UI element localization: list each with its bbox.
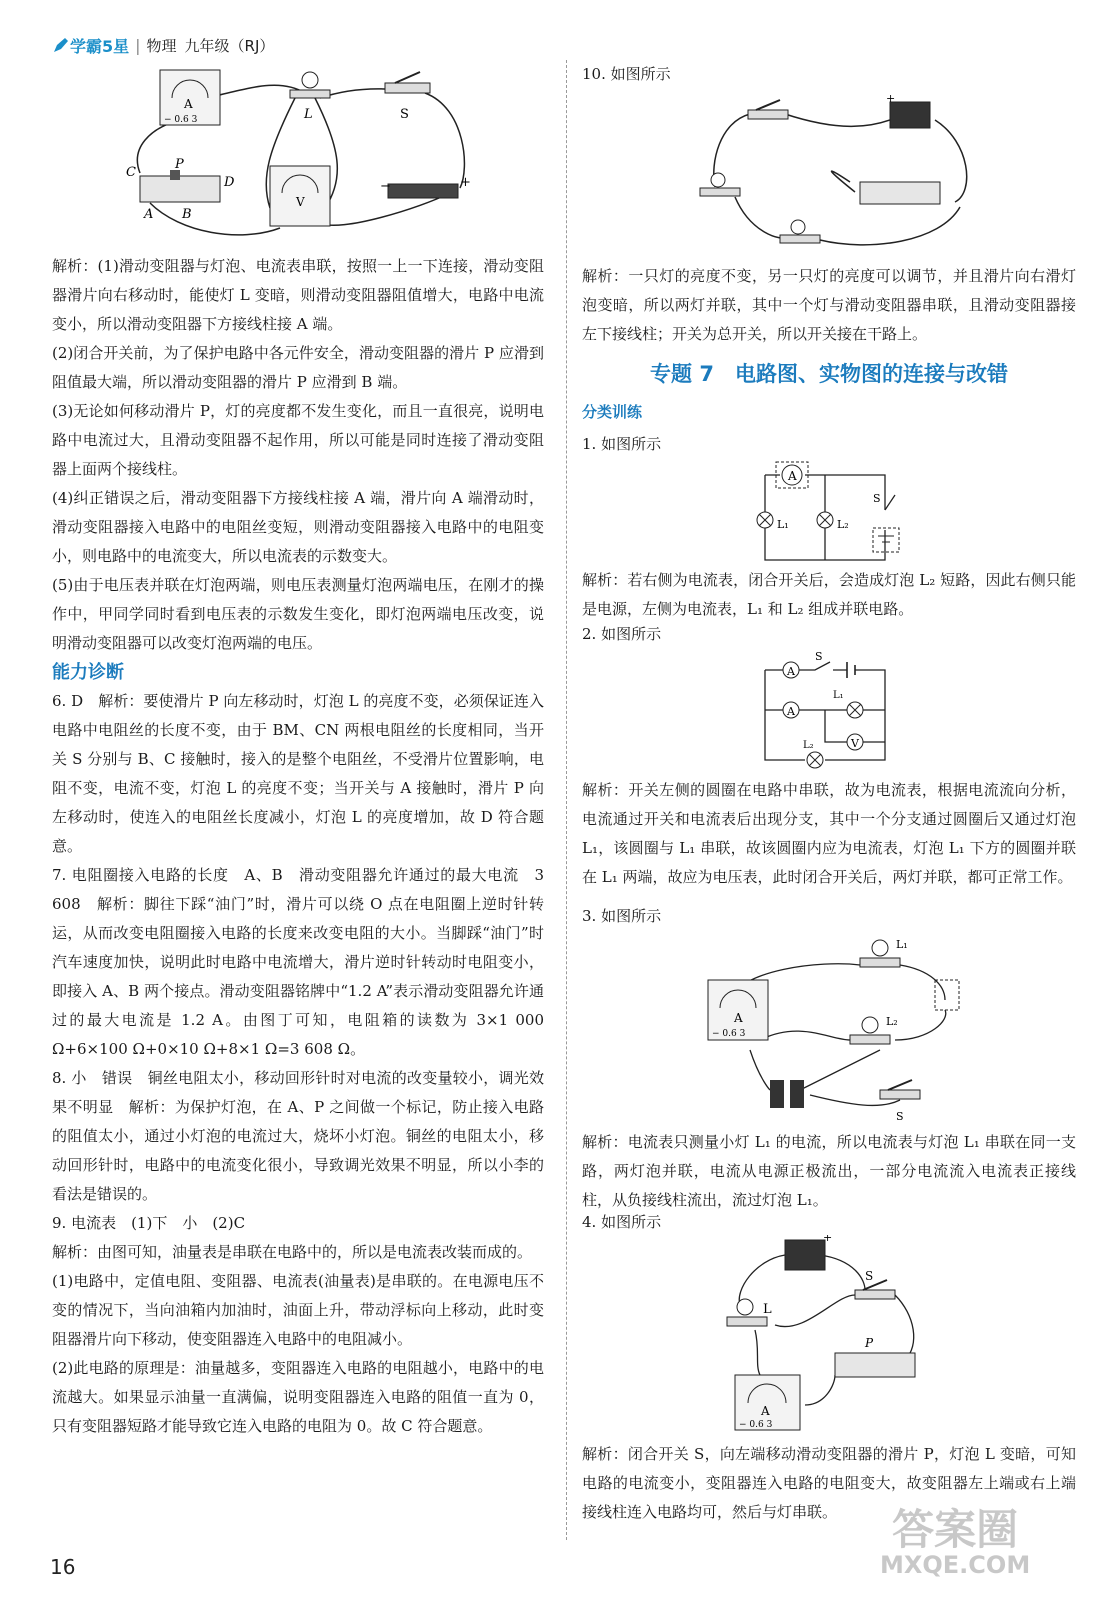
grade: 九年级（RJ） (184, 36, 275, 55)
rheostat (835, 1353, 915, 1377)
svg-text:+: + (886, 92, 896, 105)
answer-paragraph: 解析：一只灯的亮度不变，另一只灯的亮度可以调节，并且滑片向右滑灯泡变暗，所以两灯并联，其中一个灯与滑动变阻器串联，且滑动变阻器接左下接线柱；开关为总开关，所以开关接在干路上。 (582, 267, 1076, 343)
answer-q3: 解析：电流表只测量小灯 L₁ 的电流，所以电流表与灯泡 L₁ 串联在同一支路，两灯泡并联，电流从电源正极流出，一部分电流流入电流表正接线柱，从负接线柱流出，流过灯泡 L₁。 (582, 1133, 1076, 1209)
svg-text:L: L (304, 107, 313, 122)
pencil-icon (52, 36, 70, 54)
answer-paragraph: 解析：(1)滑动变阻器与灯泡、电流表串联，按照一上一下连接，滑动变阻器滑片向右移动时，能使灯 L 变暗，则滑动变阻器阻值增大，电路中电流变小，所以滑动变阻器下方接线柱接 A 端。 (52, 257, 544, 333)
figure-q10-circuit (690, 92, 980, 264)
svg-text:L₁: L₁ (777, 518, 789, 531)
question-3: 3. 如图所示 (582, 907, 662, 925)
svg-text:L₁: L₁ (896, 938, 908, 951)
section-heading: 能力诊断 (52, 662, 124, 683)
svg-text:− 0.6 3: − 0.6 3 (164, 115, 198, 125)
question-6: 6. D 解析：要使滑片 P 向左移动时，灯泡 L 的亮度不变，必须保证连入电路中电阻丝的长度不变，由于 BM、CN 两根电阻丝的长度相同，当开关 S 分别与 B、C 接触时，接入的是整个电阻丝，不受滑片位置影响，电阻不变，电流不变，灯泡 L 的亮度不变；当开关与 A 接触时，滑片 P 向左移动时，使连入的电阻丝长度减小，灯泡 L 的亮度增加，故 D 符合题意。 (52, 692, 544, 855)
answer-paragraph: (3)无论如何移动滑片 P，灯的亮度都不发生变化，而且一直很亮，说明电路中电流过大，且滑动变阻器不起作用，所以可能是同时连接了滑动变阻器上面两个接线柱。 (52, 402, 544, 478)
question-8: 8. 小 错误 铜丝电阻太小，移动回形针时对电流的改变量较小，调光效果不明显 解析：为保护灯泡，在 A、P 之间做一个标记，防止接入电路的阻值太小，通过小灯泡的电流过大，烧坏小灯泡。铜丝的电阻太小，移动回形针时，电路中的电流变化很小，导致调光效果不明显，所以小李的看法是错误的。 (52, 1069, 544, 1203)
watermark (880, 1505, 1031, 1579)
svg-text:S: S (400, 107, 409, 122)
answer-q2: 解析：开关左侧的圆圈在电路中串联，故为电流表，根据电流流向分析，电流通过开关和电流表后出现分支，其中一个分支通过圆圈后又通过灯泡 L₁，该圆圈与 L₁ 串联，故该圆圈内应为电流表，灯泡 L₁ 下方的圆圈并联在 L₁ 两端，故应为电压表，此时闭合开关后，两灯并联，都可正常工作。 (582, 781, 1076, 886)
svg-text:A: A (787, 665, 795, 678)
answer-paragraph: (5)由于电压表并联在灯泡两端，则电压表测量灯泡两端电压，在刚才的操作中，甲同学同时看到电压表的示数发生变化，即灯泡两端电压改变，说明滑动变阻器可以改变灯泡两端的电压。 (52, 576, 544, 652)
figure-circuit-2 (755, 650, 905, 770)
svg-text:V: V (851, 737, 859, 750)
question-2: 2. 如图所示 (582, 625, 662, 643)
svg-text:−: − (380, 179, 391, 194)
question-9: 9. 电流表 (1)下 小 (2)C (52, 1214, 246, 1232)
page-number: 16 (50, 1555, 76, 1579)
question-7: 7. 电阻圈接入电路的长度 A、B 滑动变阻器允许通过的最大电流 3 608 解析：脚往下踩“油门”时，滑片可以绕 O 点在电阻圈上逆时针转运，从而改变电阻圈接入电路的长度来改变电阻的大小。当脚踩“油门”时汽车速度加快，说明此时电路中电流增大，滑片逆时针转动时电阻变小，即接入 A、B 两个接点。滑动变阻器铭牌中“1.2 A”表示滑动变阻器允许通过的最大电流是 1.2 A。由图丁可知，电阻箱的读数为 3×1 000 Ω+6×100 Ω+0×10 Ω+8×1 Ω=3 608 Ω。 (52, 866, 544, 1058)
section-heading: 分类训练 (582, 403, 643, 421)
answer-paragraph: (2)此电路的原理是：油量越多，变阻器连入电路的电阻越小，电路中的电流越大。如果显示油量一直满偏，说明变阻器连入电路的阻值一直为 0，只有变阻器短路才能导致它连入电路的电阻为 0。故 C 符合题意。 (52, 1359, 544, 1435)
svg-text:S: S (873, 492, 881, 505)
left-column (52, 252, 544, 1441)
figure-circuit-4 (715, 1235, 925, 1435)
svg-text:A: A (184, 97, 193, 111)
question-10: 10. 如图所示 (582, 65, 671, 83)
watermark-text: 答案圈 (892, 1505, 1019, 1554)
answer-q10 (582, 262, 1076, 349)
answer-paragraph: (2)闭合开关前，为了保护电路中各元件安全，滑动变阻器的滑片 P 应滑到阻值最大端，所以滑动变阻器的滑片 P 应滑到 B 端。 (52, 344, 544, 391)
svg-text:A: A (734, 1011, 743, 1025)
brand-logo: 学霸5星 | (52, 34, 147, 57)
question-4: 4. 如图所示 (582, 1213, 662, 1231)
column-divider (566, 60, 567, 1540)
svg-text:S: S (896, 1110, 904, 1123)
svg-text:L: L (763, 1302, 772, 1317)
watermark-url: MXQE.COM (880, 1551, 1031, 1579)
svg-text:L₂: L₂ (886, 1015, 898, 1028)
svg-text:− 0.6 3: − 0.6 3 (739, 1420, 773, 1430)
answer-paragraph: (1)电路中，定值电阻、变阻器、电流表(油量表)是串联的。在电源电压不变的情况下，当向油箱内加油时，油面上升，带动浮标向上移动，此时变阻器滑片向下移动，使变阻器连入电路中的电阻减小。 (52, 1272, 544, 1348)
svg-text:V: V (296, 195, 305, 209)
svg-text:L₂: L₂ (803, 740, 814, 751)
svg-text:B: B (182, 207, 192, 222)
svg-text:L₁: L₁ (833, 690, 844, 701)
svg-text:+: + (460, 175, 471, 190)
bulb-icon (791, 220, 805, 234)
figure-circuit-1 (745, 460, 915, 570)
svg-text:A: A (787, 705, 795, 718)
switch (385, 83, 430, 93)
rheostat (860, 182, 940, 204)
switch (748, 110, 788, 119)
page-header (52, 30, 274, 60)
svg-text:A: A (144, 207, 154, 222)
battery (388, 184, 458, 198)
svg-text:S: S (815, 650, 823, 663)
battery (785, 1240, 825, 1270)
svg-text:C: C (126, 165, 136, 180)
brand-name: 学霸5星 (70, 36, 130, 56)
svg-text:+: + (823, 1235, 833, 1244)
answer-paragraph: (4)纠正错误之后，滑动变阻器下方接线柱接 A 端，滑片向 A 端滑动时，滑动变阻器接入电路中的电阻丝变短，则滑动变阻器接入电路中的电阻变小，则电路中的电流变大，所以电流表的示数变大。 (52, 489, 544, 565)
answer-q4: 解析：闭合开关 S，向左端移动滑动变阻器的滑片 P，灯泡 L 变暗，可知电路的电流变小，变阻器连入电路的电阻变大，故变阻器左上端或右上端接线柱连入电路均可，然后与灯串联。 (582, 1445, 1076, 1521)
answer-q1: 解析：若右侧为电流表，闭合开关后，会造成灯泡 L₂ 短路，因此右侧只能是电源，左侧为电流表，L₁ 和 L₂ 组成并联电路。 (582, 571, 1076, 618)
battery (890, 102, 930, 128)
subject: 物理 (146, 36, 177, 55)
svg-text:P: P (865, 1336, 874, 1350)
question-1: 1. 如图所示 (582, 435, 662, 453)
bulb-icon (711, 173, 725, 187)
svg-text:S: S (865, 1269, 874, 1283)
svg-text:A: A (761, 1404, 770, 1418)
svg-text:D: D (224, 175, 235, 190)
bulb-icon (302, 72, 318, 88)
answer-paragraph: 解析：由图可知，油量表是串联在电路中的，所以是电流表改装而成的。 (52, 1243, 533, 1261)
svg-text:− 0.6 3: − 0.6 3 (712, 1029, 746, 1039)
svg-text:A: A (788, 469, 797, 483)
figure-circuit-3 (700, 930, 960, 1130)
figure-physical-circuit-left (120, 58, 480, 243)
svg-text:P: P (175, 157, 184, 172)
svg-text:L₂: L₂ (837, 518, 849, 531)
topic-title: 专题 7 电路图、实物图的连接与改错 (650, 362, 1008, 386)
